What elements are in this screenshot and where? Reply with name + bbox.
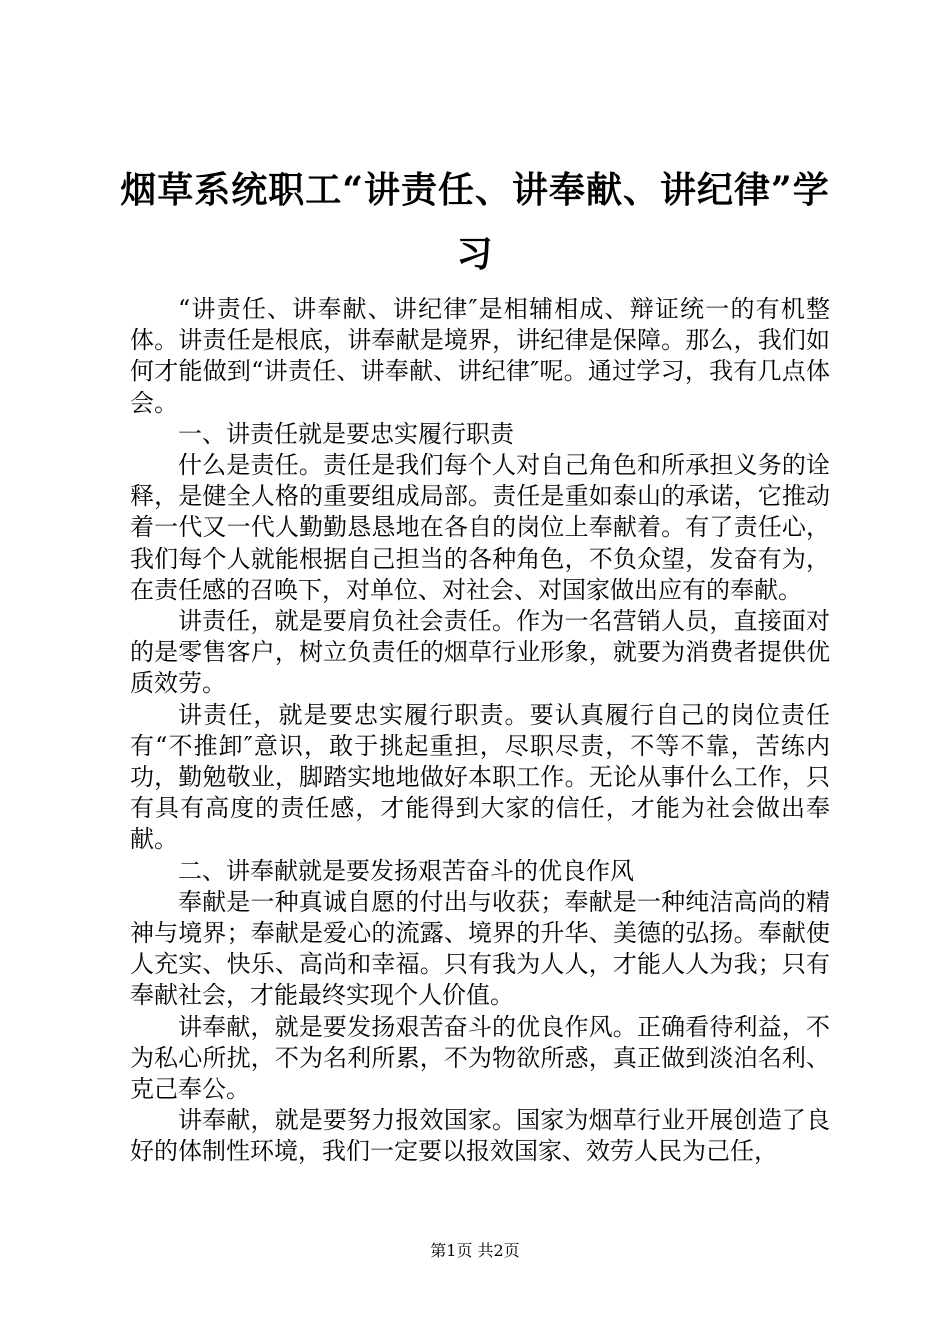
paragraph: 讲责任，就是要忠实履行职责。要认真履行自己的岗位责任有“不推卸″意识，敢于挑起重担，尽职尽责，不等不靠，苦练内功，勤勉敬业，脚踏实地地做好本职工作。无论从事什么工作，只有具有高度的责任感，才能得到大家的信任，才能为社会做出奉献。 [130, 700, 830, 854]
paragraph: 讲责任，就是要肩负社会责任。作为一名营销人员，直接面对的是零售客户，树立负责任的烟草行业形象，就要为消费者提供优质效劳。 [130, 607, 830, 698]
paragraph: 讲奉献，就是要发扬艰苦奋斗的优良作风。正确看待利益，不为私心所扰，不为名利所累，不为物欲所惑，真正做到淡泊名利、克己奉公。 [130, 1012, 830, 1104]
paragraph: 讲奉献，就是要努力报效国家。国家为烟草行业开展创造了良好的体制性环境，我们一定要以报效国家、效劳人民为己任， [130, 1106, 830, 1166]
section-heading: 二、讲奉献就是要发扬艰苦奋斗的优良作风 [178, 856, 634, 885]
paragraph: 什么是责任。责任是我们每个人对自己角色和所承担义务的诠释，是健全人格的重要组成局部。责任是重如泰山的承诺，它推动着一代又一代人勤勤恳恳地在各自的岗位上奉献着。有了责任心，我们每个人就能根据自己担当的各种角色，不负众望，发奋有为，在责任感的召唤下，对单位、对社会、对国家做出应有的奉献。 [130, 451, 830, 604]
page-footer: 第1页 共2页 [430, 1241, 520, 1260]
paragraph: “讲责任、讲奉献、讲纪律″是相辅相成、辩证统一的有机整体。讲责任是根底，讲奉献是境界，讲纪律是保障。那么，我们如何才能做到“讲责任、讲奉献、讲纪律″呢。通过学习，我有几点体会。 [130, 295, 830, 417]
document-title: 烟草系统职工“讲责任、讲奉献、讲纪律”学习 [120, 169, 830, 275]
document-body [130, 294, 830, 1168]
section-heading: 一、讲责任就是要忠实履行职责 [178, 419, 514, 448]
paragraph: 奉献是一种真诚自愿的付出与收获；奉献是一种纯洁高尚的精神与境界；奉献是爱心的流露、境界的升华、美德的弘扬。奉献使人充实、快乐、高尚和幸福。只有我为人人，才能人人为我；只有奉献社会，才能最终实现个人价值。 [130, 887, 830, 1010]
